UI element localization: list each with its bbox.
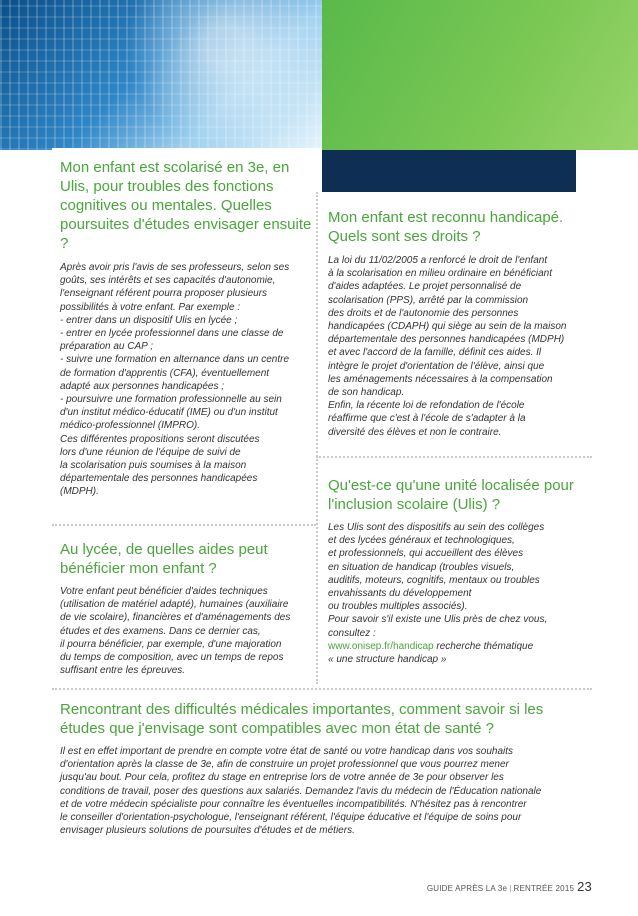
edition: RENTRÉE 2015 — [513, 884, 575, 893]
body-line: le conseiller d'orientation-psychologue, l'enseignant référent, l'équipe éducative et l'équipe de soins pour — [60, 812, 522, 824]
green-color-block — [322, 0, 638, 150]
section-title: Mon enfant est reconnu handicapé. Quels sont ses droits ? — [328, 209, 564, 245]
body-line: - entrer en lycée professionnel dans une classe de — [60, 328, 284, 340]
body-line: études et des examens. Dans ce dernier cas, — [60, 625, 261, 637]
body-line: en situation de handicap (troubles visuels, — [328, 561, 515, 573]
body-line: - suivre une formation en alternance dans un centre — [60, 354, 290, 366]
section-ulis-definition — [328, 476, 590, 666]
link-suffix: recherche thématique — [433, 640, 534, 652]
body-line: jusqu'au bout. Pour cela, profitez du stage en entreprise lors de votre année de 3e pour observer les — [60, 772, 504, 784]
body-line: Il est en effet important de prendre en compte votre état de santé ou votre handicap dans vos souhaits — [60, 746, 514, 757]
column-divider — [316, 192, 318, 684]
body-line: auditifs, moteurs, cognitifs, mentaux ou troubles — [328, 574, 540, 586]
body-line: d'aides adaptées. Le projet personnalisé de — [328, 281, 522, 293]
header-banner — [0, 0, 638, 150]
body-line: l'enseignant référent pourra proposer plusieurs — [60, 288, 268, 300]
body-line: et professionnels, qui accueillent des élèves — [328, 548, 524, 560]
body-line: envisager plusieurs solutions de poursuites d'études et de métiers. — [60, 825, 355, 837]
body-line: conditions de travail, poser des questions aux salariés. Demandez l'avis du médecin de l'Éducation nationale — [60, 785, 542, 797]
body-line: envahissants du développement — [328, 588, 472, 600]
body-line: d'un institut médico-éducatif (IME) ou d'un institut — [60, 407, 278, 419]
footer-separator: | — [509, 884, 512, 893]
body-line: Votre enfant peut bénéficier d'aides techniques — [60, 586, 268, 597]
section-title: Au lycée, de quelles aides peut bénéficier mon enfant ? — [60, 541, 268, 577]
body-line: et de votre médecin spécialiste pour connaître les éventuelles incompatibilités. N'hésitez pas à rencontrer — [60, 798, 527, 810]
body-line: handicapées (CDAPH) qui siège au sein de la maison — [328, 321, 567, 333]
body-line: scolarisation (PPS), arrêté par la commission — [328, 294, 529, 306]
body-line: possibilités à votre enfant. Par exemple : — [60, 301, 241, 313]
body-line: de vie scolaire), financières et d'aménagements des — [60, 612, 291, 624]
section-divider-bottom — [52, 688, 592, 690]
section-body — [60, 585, 312, 677]
body-line: départementale des personnes handicapées — [60, 473, 258, 485]
section-title: Mon enfant est scolarisé en 3e, en Ulis, pour troubles des fonctions cognitives ou mentales. Quelles poursuites d'études envisager ensuite ? — [60, 159, 312, 252]
body-line: du temps de composition, avec un temps de repos — [60, 652, 284, 664]
section-body — [60, 261, 312, 499]
body-line: ou troubles multiples associés). — [328, 601, 468, 613]
body-line: préparation au CAP ; — [60, 341, 154, 353]
body-line: Les Ulis sont des dispositifs au sein des collèges — [328, 522, 545, 533]
body-line: les aménagements nécessaires à la compensation — [328, 373, 553, 385]
page-number: 23 — [577, 879, 592, 894]
body-line: consultez : — [328, 627, 376, 639]
body-line: départementale des personnes handicapées (MDPH) — [328, 334, 565, 346]
page-footer — [427, 879, 592, 894]
navy-color-block — [322, 150, 576, 192]
body-line: Ces différentes propositions seront discutées — [60, 433, 260, 445]
ulis-link-line — [328, 640, 590, 653]
body-line: suffisant entre les épreuves. — [60, 665, 186, 677]
body-line: (MDPH). — [60, 486, 99, 498]
body-line: et avec l'accord de la famille, définit ces aides. Il — [328, 347, 542, 359]
body-line: à la scolarisation en milieu ordinaire en bénéficiant — [328, 268, 553, 280]
body-line: adapté aux personnes handicapées ; — [60, 380, 225, 392]
section-body — [328, 521, 590, 640]
onisep-handicap-link[interactable]: www.onisep.fr/handicap — [328, 640, 434, 652]
body-line: il pourra bénéficier, par exemple, d'une majoration — [60, 638, 282, 650]
body-line: médico-professionnel (IMPRO). — [60, 420, 201, 432]
guide-title: GUIDE APRÈS LA 3e — [426, 884, 508, 893]
section-title: Qu'est-ce qu'une unité localisée pour l'inclusion scolaire (Ulis) ? — [328, 477, 574, 513]
body-line: goûts, ses intérêts et ses capacités d'autonomie, — [60, 275, 276, 287]
body-line: - entrer dans un dispositif Ulis en lycée ; — [60, 314, 238, 326]
body-line: intègre le projet d'orientation de l'élève, ainsi que — [328, 360, 545, 372]
body-line: Pour savoir s'il existe une Ulis près de chez vous, — [328, 614, 548, 626]
body-line: Après avoir pris l'avis de ses professeurs, selon ses — [60, 262, 290, 273]
body-line: de son handicap. — [328, 387, 405, 399]
section-body — [60, 745, 592, 837]
section-body — [328, 254, 590, 439]
body-line: d'orientation après la classe de 3e, afin de construire un projet professionnel que vous pourrez mener — [60, 759, 509, 771]
section-scolarise-ulis — [60, 158, 312, 499]
body-line: de formation d'apprentis (CFA), éventuellement — [60, 367, 270, 379]
body-line: diversité des élèves et non le contraire. — [328, 426, 502, 438]
body-line: réaffirme que c'est à l'école de s'adapter à la — [328, 413, 526, 425]
section-divider-left — [52, 524, 316, 526]
section-droits-handicap — [328, 208, 590, 439]
body-line: et des lycées généraux et technologiques, — [328, 535, 515, 547]
body-line: - poursuivre une formation professionnelle au sein — [60, 394, 282, 406]
section-aides-lycee — [60, 540, 312, 677]
body-line: (utilisation de matériel adapté), humaines (auxiliaire — [60, 599, 289, 611]
body-line: La loi du 11/02/2005 a renforcé le droit de l'enfant — [328, 255, 548, 266]
section-divider-right — [316, 456, 592, 458]
body-line: Enfin, la récente loi de refondation de l'école — [328, 400, 525, 412]
body-line: des droits et de l'autonomie des personnes — [328, 307, 519, 319]
section-title: Rencontrant des difficultés médicales importantes, comment savoir si les études que j'envisage sont compatibles avec mon état de santé ? — [60, 701, 544, 737]
circuit-board-photo — [0, 0, 322, 150]
last-line: « une structure handicap » — [328, 654, 447, 666]
body-line: lors d'une réunion de l'équipe de suivi de — [60, 446, 241, 458]
section-difficultes-medicales — [60, 700, 592, 837]
body-line: la scolarisation puis soumises à la maison — [60, 460, 247, 472]
